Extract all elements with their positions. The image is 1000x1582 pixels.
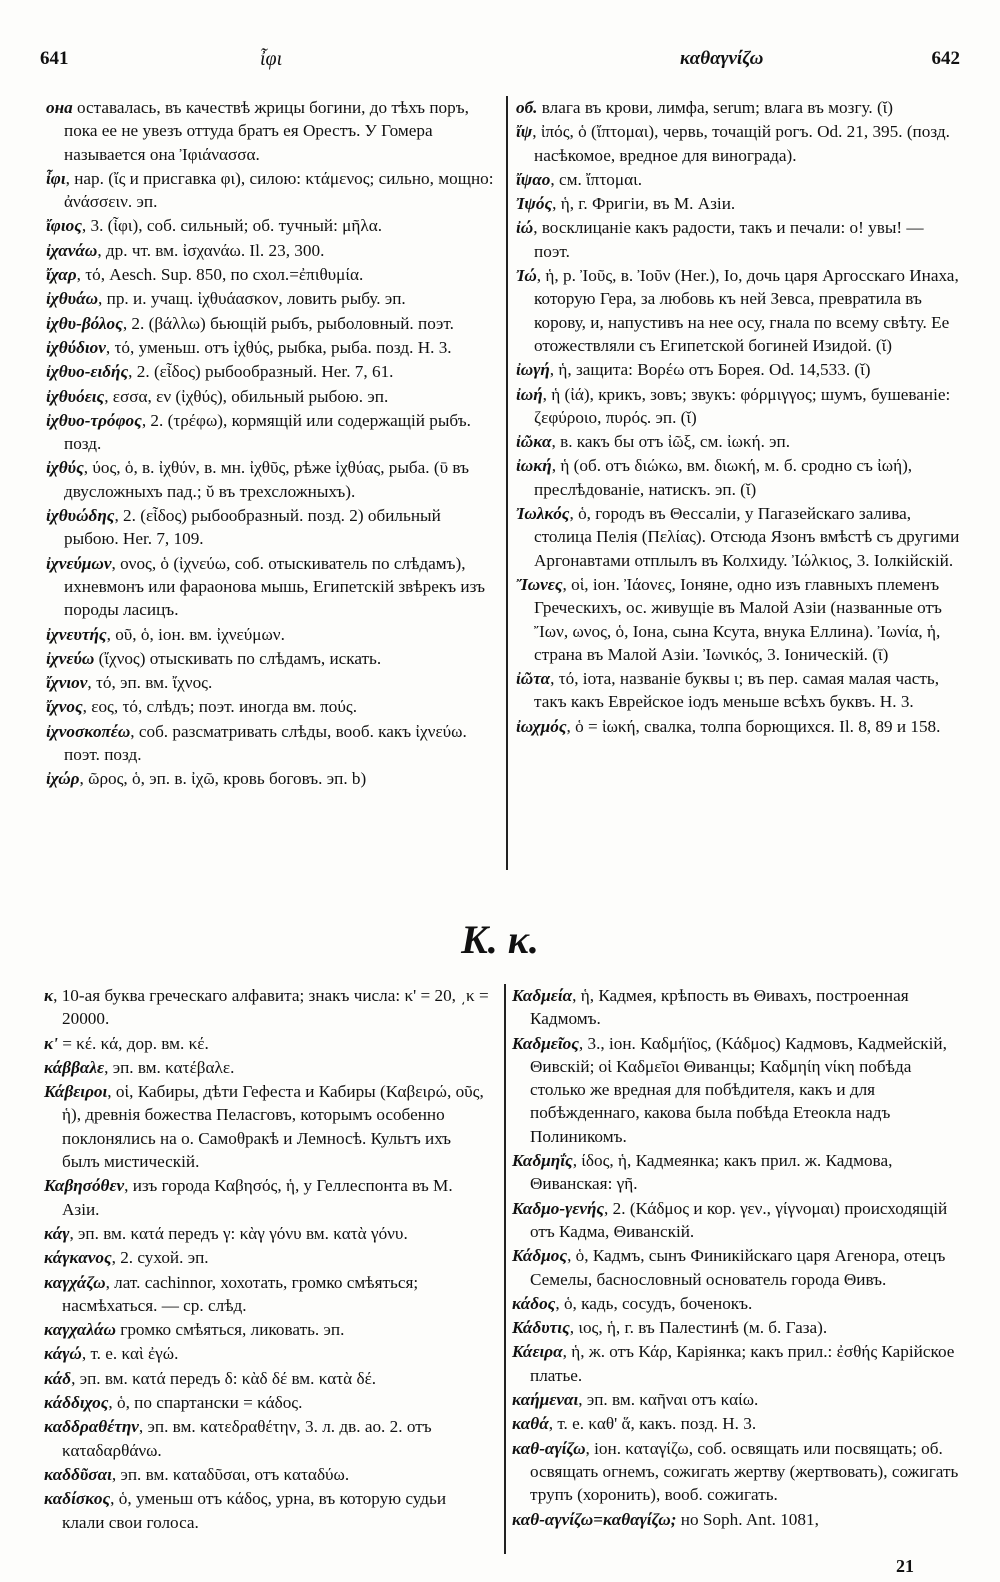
dictionary-entry: ἰωγή, ἡ, защита: Βορέω отъ Борея. Od. 14,533. (ῐ)	[516, 360, 871, 380]
dictionary-entry: κάδδιχος, ὁ, по спартански = κάδος.	[44, 1393, 303, 1413]
dictionary-entry: ἰωχμός, ὁ = ἰωκή, свалка, толпа борющихся. Il. 8, 89 и 158.	[516, 716, 941, 736]
column-4	[512, 984, 962, 1532]
dictionary-entry: Κάδυτις, ιος, ἡ, г. въ Палестинѣ (м. б. Газа).	[512, 1318, 828, 1338]
dictionary-entry: она оставалась, въ качествѣ жрицы богини, до тѣхъ поръ, пока ее не увезъ оттуда братъ ея Орестъ. У Гомера называется она Ἰφιάνασσα.	[46, 98, 469, 164]
dictionary-entry: Καδμεία, ἡ, Кадмея, крѣпость въ Θивахъ, построенная Кадмомъ.	[512, 986, 909, 1029]
dictionary-entry: κ' = κέ. κά, дор. вм. κέ.	[44, 1033, 209, 1053]
signature-mark: 21	[896, 1556, 914, 1576]
dictionary-entry: καγχάζω, лат. cachinnor, хохотать, громко смѣяться; насмѣхаться. — ср. слѣд.	[44, 1272, 419, 1315]
dictionary-entry: κάγ, эп. вм. κατά передъ γ: κὰγ γόνυ вм. κατὰ γόνυ.	[44, 1223, 408, 1243]
dictionary-entry: ἰῶκα, в. какъ бы отъ ἰῶξ, см. ἰωκή. эп.	[516, 432, 791, 452]
dictionary-entry: Ἰώ, ἡ, р. Ἰοῦς, в. Ἰοῦν (Her.), Io, дочь царя Аргосскаго Инаха, которую Гера, за любовь къ ней Зевса, превратила въ корову, и, напустивъ на нее осу, гнала по всему свѣту. Ее отожествляли съ Египетской богиней Изидой. (ῐ)	[516, 266, 959, 355]
dictionary-entry: κ, 10-ая буква греческаго алфавита; знакъ числа: κ' = 20, ͵κ = 20000.	[44, 986, 489, 1029]
dictionary-entry: Καβησόθεν, изъ города Καβησός, ἡ, у Геллеспонта въ М. Азіи.	[44, 1176, 453, 1219]
guide-word-right: καθαγνίζω	[680, 48, 764, 69]
guide-word-left: ἶφι	[260, 48, 283, 70]
dictionary-entry: ἰχθυάω, пр. и. учащ. ἰχθυάασκον, ловить рыбу. эп.	[46, 289, 406, 309]
dictionary-entry: ἰχθυο-ειδής, 2. (εἶδος) рыбообразный. Her. 7, 61.	[46, 362, 394, 382]
dictionary-entry: ἰχανάω, др. чт. вм. ἰσχανάω. Il. 23, 300.	[46, 240, 325, 260]
dictionary-entry: ἰχθυο-τρόφος, 2. (τρέφω), кормящій или содержащій рыбъ. позд.	[46, 410, 471, 454]
dictionary-entry: ἰωκή, ἡ (об. отъ διώκω, вм. διωκή, м. б. сродно съ ἰωή), преслѣдованіе, натискъ. эп. (ῐ)	[516, 456, 913, 499]
dictionary-entry: Ἴωνες, οἱ, іон. Ἰάονες, Іоняне, одно изъ главныхъ племенъ Греческихъ, ос. живущіе въ Малой Азіи (названные отъ Ἴων, ωνος, ὁ, Іона, сына Ксута, внука Еллина). Ἰωνία, ἡ, страна въ Малой Азіи. Ἰωνικός, 3. Іоническій. (ῑ)	[516, 574, 942, 664]
dictionary-entry: καθ-αγίζω, іон. καταγίζω, соб. освящать или посвящать; об. освящать огнемъ, сожигать жертву (жертвовать), сожигать трупъ (хоронить), вооб. сожигать.	[512, 1438, 959, 1505]
dictionary-entry: Ἰωλκός, ὁ, городъ въ Θессаліи, у Пагазейскаго залива, столица Пелія (Πελίας). Отсюда Язонъ вмѣстѣ съ другими Аргонавтами отплылъ въ Колхиду. Ἰώλκιος, 3. Іолкійскій.	[516, 504, 960, 570]
dictionary-entry: ἴχνος, εος, τό, слѣдъ; поэт. иногда вм. πούς.	[46, 697, 358, 717]
dictionary-entry: κάγώ, т. е. καὶ ἐγώ.	[44, 1344, 179, 1364]
dictionary-entry: Ἰψός, ἡ, г. Фригіи, въ М. Азіи.	[516, 194, 736, 214]
dictionary-entry: ἰῶτα, τό, іота, названіе буквы ι; въ пер. самая малая часть, такъ какъ Еврейское іодъ меньше всѣхъ буквъ. H. 3.	[516, 669, 940, 712]
dictionary-entry: καθ-αγνίζω=καθαγίζω; но Soph. Ant. 1081,	[512, 1509, 819, 1529]
dictionary-entry: ἶφι, нар. (ἴς и присгавка φι), силою: κτάμενος; сильно, мощно: ἀνάσσειν. эп.	[46, 168, 494, 212]
dictionary-entry: ἰχνευτής, οῦ, ὁ, іон. вм. ἰχνεύμων.	[46, 624, 285, 644]
page-number-right: 642	[931, 48, 960, 69]
dictionary-entry: ἴφιος, 3. (ἶφι), соб. сильный; об. тучный: μῆλα.	[46, 216, 382, 236]
dictionary-entry: καγχαλάω громко смѣяться, ликовать. эп.	[44, 1320, 345, 1340]
dictionary-entry: ἰχθύδιον, τό, уменьш. отъ ἰχθύς, рыбка, рыба. позд. H. 3.	[46, 337, 452, 357]
dictionary-entry: ἰχνεύμων, ονος, ὁ (ἰχνεύω, соб. отыскиватель по слѣдамъ), ихневмонъ или фараонова мышь, Египетскій звѣрекъ изъ породы ласицъ.	[46, 553, 485, 620]
dictionary-entry: ἴχνιον, τό, эп. вм. ἴχνος.	[46, 673, 213, 693]
column-1	[46, 96, 498, 792]
dictionary-entry: ἰχθυ-βόλος, 2. (βάλλω) бьющій рыбъ, рыболовный. поэт.	[46, 313, 454, 333]
dictionary-entry: ἰχθυόεις, εσσα, εν (ἰχθύς), обильный рыбою. эп.	[46, 386, 389, 406]
dictionary-entry: κάγκανος, 2. сухой. эп.	[44, 1248, 209, 1268]
dictionary-entry: Καδμο-γενής, 2. (Κάδμος и кор. γεν., γίγνομαι) происходящій отъ Кадма, Θиванскій.	[512, 1198, 948, 1241]
column-3	[44, 984, 492, 1535]
page-number-left: 641	[40, 48, 69, 69]
dictionary-entry: καήμεναι, эп. вм. καῆναι отъ καίω.	[512, 1390, 759, 1410]
dictionary-entry: Κάδμος, ὁ, Кадмъ, сынъ Финикійскаго царя Агенора, отецъ Семелы, баснословный основатель города Θивъ.	[512, 1246, 946, 1289]
page-header	[40, 48, 960, 78]
column-divider	[506, 96, 508, 870]
dictionary-entry: ἰχθυώδης, 2. (εἶδος) рыбообразный. позд. 2) обильный рыбою. Her. 7, 109.	[46, 506, 441, 549]
dictionary-entry: κάδος, ὁ, кадь, сосудъ, боченокъ.	[512, 1293, 753, 1313]
section-title: Κ. κ.	[461, 917, 539, 962]
dictionary-entry: κάββαλε, эп. вм. κατέβαλε.	[44, 1057, 235, 1077]
dictionary-entry: καδδραθέτην, эп. вм. κατεδραθέτην, 3. л. дв. ао. 2. отъ καταδαρθάνω.	[44, 1417, 432, 1460]
dictionary-entry: ἴψαο, см. ἴπτομαι.	[516, 169, 642, 189]
dictionary-entry: Καδμηΐς, ίδος, ἡ, Кадмеянка; какъ прил. ж. Кадмова, Θиванская: γῆ.	[512, 1151, 893, 1194]
dictionary-entry: Καδμεῖος, 3., іон. Καδμήϊος, (Κάδμος) Кадмовъ, Кадмейскій, Θивскій; οἱ Καδμεῖοι Θиванцы; Καδμηίη νίκη побѣда столько же вредная для побѣдителя, какъ и для побѣжденнаго, какова была побѣда Етеокла надъ Полиникомъ.	[512, 1033, 947, 1146]
dictionary-entry: Κάειρα, ἡ, ж. отъ Κάρ, Каріянка; какъ прил.: ἐσθής Карійское платье.	[512, 1342, 955, 1385]
dictionary-entry: καθά, т. е. καθ' ἅ, какъ. позд. H. 3.	[512, 1414, 757, 1434]
dictionary-entry: ἰχνεύω (ἴχνος) отыскивать по слѣдамъ, искать.	[46, 648, 382, 668]
dictionary-entry: ἰχώρ, ῶρος, ὁ, эп. в. ἰχῶ, кровь боговъ. эп. b)	[46, 769, 367, 789]
dictionary-entry: ἴχαρ, τό, Aesch. Sup. 850, по схол.=ἐπιθυμία.	[46, 265, 364, 285]
dictionary-entry: ἴψ, ἰπός, ὁ (ἴπτομαι), червь, точащій рогъ. Od. 21, 395. (позд. насѣкомое, вредное для винограда).	[516, 122, 950, 165]
dictionary-entry: ἰώ, восклицаніе какъ радости, такъ и печали: о! увы! — поэт.	[516, 218, 924, 261]
dictionary-entry: об. влага въ крови, лимфа, serum; влага въ мозгу. (ῐ)	[516, 98, 894, 117]
dictionary-entry: κάδ, эп. вм. κατά передъ δ: κὰδ δέ вм. κατὰ δέ.	[44, 1368, 377, 1388]
column-divider-lower	[504, 984, 506, 1554]
dictionary-entry: ἰχνοσκοπέω, соб. разсматривать слѣды, вооб. какъ ἰχνεύω. поэт. позд.	[46, 721, 467, 765]
dictionary-entry: Κάβειροι, οἱ, Кабиры, дѣти Гефеста и Кабиры (Καβειρώ, οῦς, ἡ), древнія божества Пеласговъ, которымъ особенно поклонялись на о. Самоθракѣ и Лемносѣ. Культъ ихъ былъ мистическій.	[44, 1082, 484, 1172]
dictionary-entry: καδίσκος, ὁ, уменьш отъ κάδος, урна, въ которую судьи клали свои голоса.	[44, 1489, 447, 1532]
dictionary-entry: ἰχθύς, ύος, ὁ, в. ἰχθύν, в. мн. ἰχθῦς, рѣже ἰχθύας, рыба. (ῡ въ двусложныхъ пад.; ῠ въ трехсложныхъ).	[46, 458, 470, 501]
dictionary-entry: καδδῦσαι, эп. вм. καταδῦσαι, отъ καταδύω.	[44, 1464, 350, 1484]
column-2	[516, 96, 963, 739]
dictionary-entry: ἰωή, ἡ (ἰά), крикъ, зовъ; звукъ: φόρμιγγος; шумъ, бушеваніе: ζεφύροιο, πυρός. эп. (ῐ)	[516, 384, 951, 427]
